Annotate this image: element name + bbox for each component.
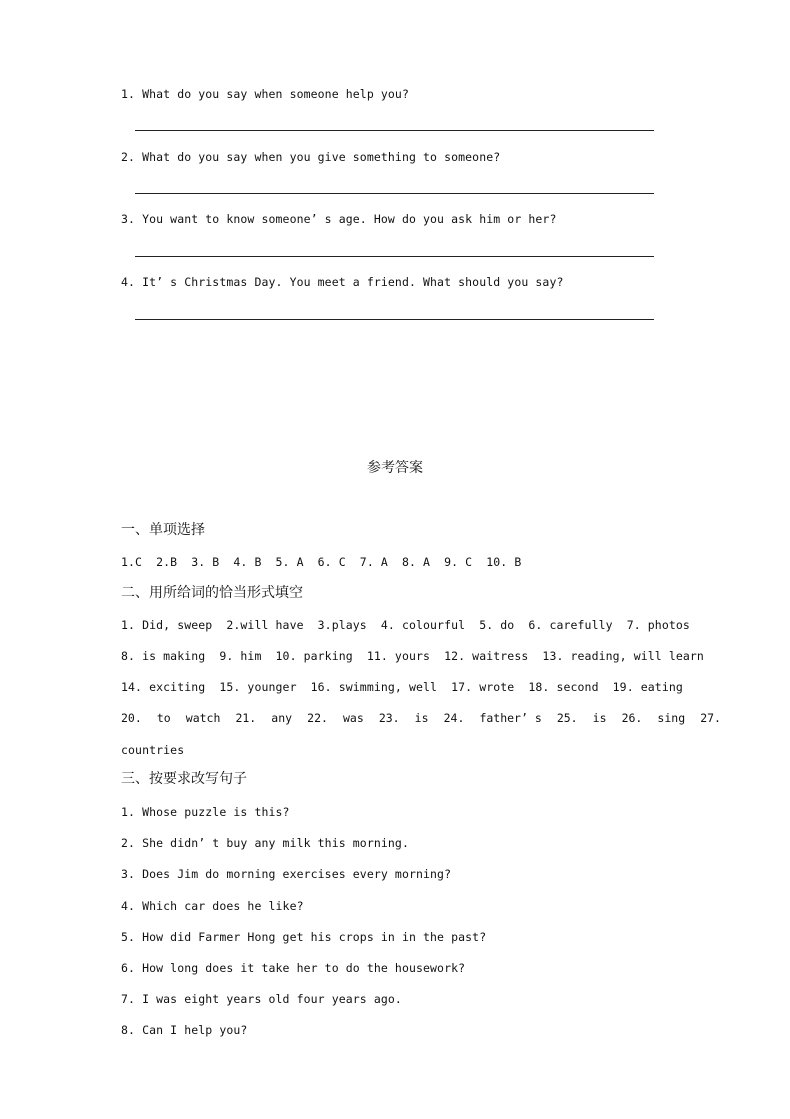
spread-word: is (414, 711, 429, 725)
spread-word: 27. (700, 711, 721, 725)
spread-word: 21. (235, 711, 257, 725)
answer-line-1 (135, 130, 654, 131)
spread-word: 23. (378, 711, 400, 725)
question-4: 4. It’ s Christmas Day. You meet a friend. What should you say? (121, 275, 564, 289)
section-3-heading: 三、按要求改写句子 (121, 771, 247, 787)
answer-line-3 (135, 256, 654, 257)
answer-line-4 (135, 319, 654, 320)
section-2-line-1: 1. Did, sweep 2.will have 3.plays 4. colourful 5. do 6. carefully 7. photos (121, 618, 690, 632)
section-3-line-7: 7. I was eight years old four years ago. (121, 992, 402, 1006)
question-2: 2. What do you say when you give something to someone? (121, 150, 501, 164)
section-2-line-3: 14. exciting 15. younger 16. swimming, well 17. wrote 18. second 19. eating (121, 680, 683, 694)
section-3-line-6: 6. How long does it take her to do the housework? (121, 961, 466, 975)
section-1-heading: 一、单项选择 (121, 522, 205, 538)
section-1-answers: 1.C 2.B 3. B 4. B 5. A 6. C 7. A 8. A 9. C 10. B (121, 555, 522, 569)
spread-word: 26. (621, 711, 643, 725)
spread-word: was (342, 711, 364, 725)
section-3-line-1: 1. Whose puzzle is this? (121, 805, 290, 819)
spread-word: 20. (121, 711, 142, 725)
section-3-line-4: 4. Which car does he like? (121, 899, 304, 913)
question-1: 1. What do you say when someone help you? (121, 87, 409, 101)
question-3: 3. You want to know someone’ s age. How do you ask him or her? (121, 212, 557, 226)
spread-word: 22. (307, 711, 328, 725)
section-2-continuation: countries (121, 743, 185, 757)
section-3-line-5: 5. How did Farmer Hong get his crops in in the past? (121, 930, 487, 944)
section-2-line-4 (121, 711, 721, 725)
spread-word: 24. (443, 711, 465, 725)
section-3-line-3: 3. Does Jim do morning exercises every morning? (121, 867, 452, 881)
section-2-heading: 二、用所给词的恰当形式填空 (121, 585, 303, 601)
spread-word: 25. (556, 711, 578, 725)
spread-word: any (271, 711, 293, 725)
section-3-line-8: 8. Can I help you? (121, 1023, 248, 1037)
spread-word: is (592, 711, 607, 725)
section-2-line-2: 8. is making 9. him 10. parking 11. yours 12. waitress 13. reading, will learn (121, 649, 704, 663)
spread-word: sing (657, 711, 686, 725)
spread-word: to (156, 711, 171, 725)
answer-line-2 (135, 193, 654, 194)
spread-word: father’ s (479, 711, 542, 725)
section-3-line-2: 2. She didn’ t buy any milk this morning. (121, 836, 409, 850)
answers-title: 参考答案 (367, 460, 423, 476)
spread-word: watch (185, 711, 221, 725)
